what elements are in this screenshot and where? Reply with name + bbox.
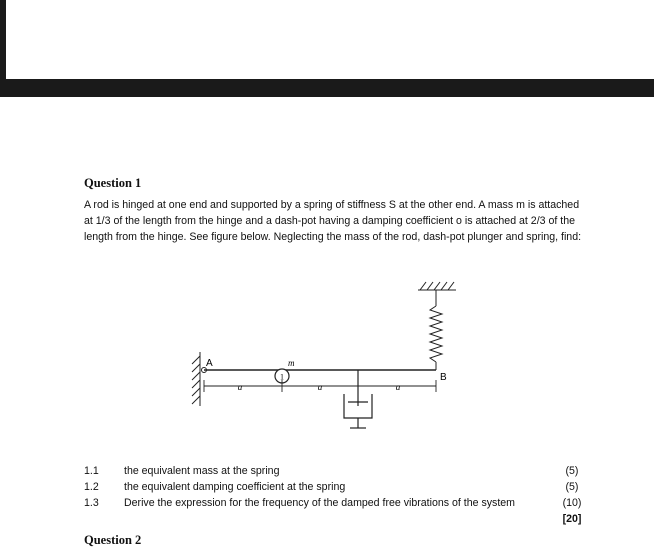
dimension-label-3: a xyxy=(395,382,401,392)
item-points: (10) xyxy=(562,497,582,509)
item-number: 1.2 xyxy=(84,481,99,493)
question-title: Question 1 xyxy=(84,176,142,190)
dashpot xyxy=(344,370,372,428)
next-question-title: Question 2 xyxy=(84,533,142,547)
item-text: the equivalent damping coefficient at the spring xyxy=(124,481,346,493)
hinge-label: A xyxy=(206,358,213,369)
item-points: (5) xyxy=(565,465,579,477)
question-body: A rod is hinged at one end and supported by a spring of stiffness S at the other end. A mass m is attached at 1/3 of the length from the hinge and a dash-pot having a damping coefficient o is attached at 2/3 of the length from the hinge. See figure below. Neglecting the mass of the rod, dash-pot plunger and spring, find: xyxy=(84,199,582,243)
item-1-2 xyxy=(84,479,584,495)
item-text: Derive the expression for the frequency of the damped free vibrations of the system xyxy=(124,497,515,509)
spring xyxy=(430,290,442,370)
mass-circle-number: 1 xyxy=(280,372,284,382)
header-band xyxy=(0,79,654,97)
window-edge-bar xyxy=(0,0,6,79)
item-1-1 xyxy=(84,463,584,479)
rod-spring-damper-figure xyxy=(180,276,470,436)
mass-label: m xyxy=(288,358,295,368)
item-1-3 xyxy=(84,495,584,511)
dimension-label-1: a xyxy=(237,382,243,392)
item-number: 1.3 xyxy=(84,497,99,509)
item-text: the equivalent mass at the spring xyxy=(124,465,280,477)
dimension-label-2: a xyxy=(317,382,323,392)
total-points: [20] xyxy=(562,513,582,525)
ceiling-support xyxy=(418,282,456,290)
sub-questions xyxy=(84,463,584,527)
total-row xyxy=(84,511,584,527)
item-points: (5) xyxy=(565,481,579,493)
wall-support xyxy=(192,352,200,406)
item-number: 1.1 xyxy=(84,465,99,477)
end-label: B xyxy=(440,372,447,383)
